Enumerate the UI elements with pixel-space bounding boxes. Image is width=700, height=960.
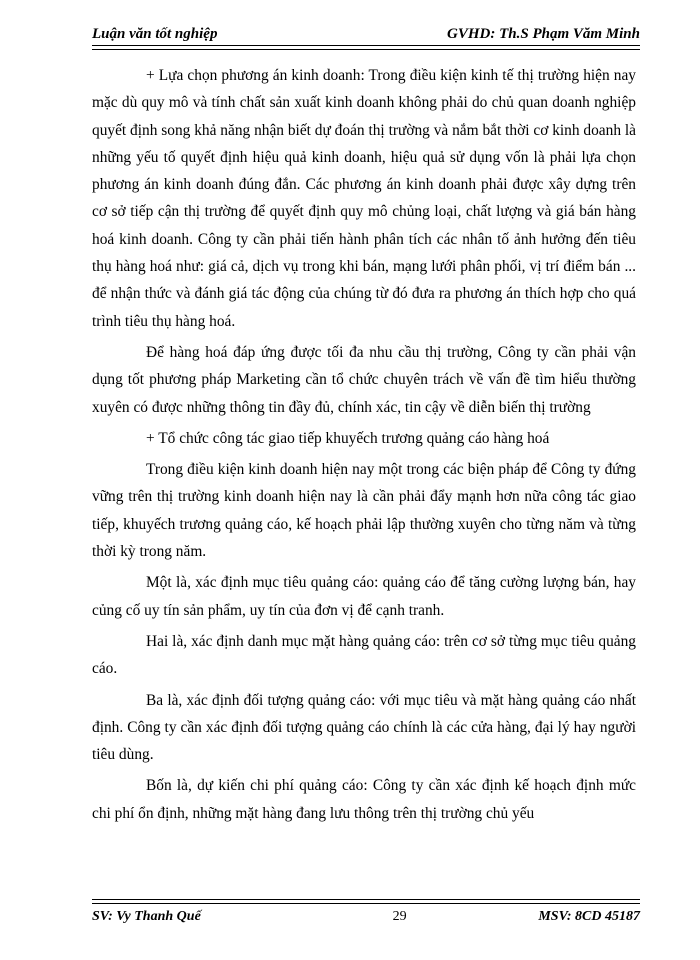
header-advisor: GVHD: Th.S Phạm Văm Minh: [447, 26, 640, 42]
footer-rule: [92, 899, 640, 904]
document-body: [92, 62, 636, 831]
paragraph: + Tổ chức công tác giao tiếp khuyếch trương quảng cáo hàng hoá: [146, 429, 550, 447]
page-header: [92, 26, 640, 43]
paragraph: Hai là, xác định danh mục mặt hàng quảng cáo: trên cơ sở từng mục tiêu quảng cáo.: [92, 632, 636, 678]
footer-student: SV: Vy Thanh Quế: [92, 909, 201, 924]
paragraph: Để hàng hoá đáp ứng được tối đa nhu cầu thị trường, Công ty cần phải vận dụng tốt phương pháp Marketing cần tổ chức chuyên trách về vấn đề tìm hiểu thường xuyên có được những thông tin đầy đủ, chính xác, tin cậy về diễn biến thị trường: [92, 343, 636, 416]
paragraph: Một là, xác định mục tiêu quảng cáo: quảng cáo để tăng cường lượng bán, hay củng cố uy tín sản phẩm, uy tín của đơn vị để cạnh tranh.: [92, 574, 636, 619]
paragraph: Bốn là, dự kiến chi phí quảng cáo: Công ty cần xác định kế hoạch định mức chi phí ổn định, những mặt hàng đang lưu thông trên thị trường chủ yếu: [92, 777, 636, 822]
paragraph: + Lựa chọn phương án kinh doanh: Trong điều kiện kinh tế thị trường hiện nay mặc dù quy mô và tính chất sản xuất kinh doanh không phải do chủ quan doanh nghiệp quyết định song khả năng nhận biết dự đoán thị trường và nắm bắt thời cơ kinh doanh là những yếu tố quyết định hiệu quả kinh doanh, hiệu quả sử dụng vốn là phải lựa chọn phương án kinh doanh đúng đắn. Các phương án kinh doanh phải được xây dựng trên cơ sở tiếp cận thị trường để quyết định quy mô chủng loại, chất lượng và giá bán hàng hoá kinh doanh. Công ty cần phải tiến hành phân tích các nhân tố ảnh hưởng đến tiêu thụ hàng hoá như: giá cả, dịch vụ trong khi bán, mạng lưới phân phối, vị trí điểm bán ... để nhận thức và đánh giá tác động của chúng từ đó đưa ra phương án thích hợp cho quá trình tiêu thụ hàng hoá.: [92, 67, 636, 330]
header-title: Luận văn tốt nghiệp: [92, 26, 218, 42]
footer-student-id: MSV: 8CD 45187: [538, 909, 640, 924]
paragraph: Trong điều kiện kinh doanh hiện nay một trong các biện pháp để Công ty đứng vững trên thị trường kinh doanh hiện nay là cần phải đẩy mạnh hơn nữa công tác giao tiếp, khuyếch trương quảng cáo, kế hoạch phải lập thường xuyên cho từng năm và từng thời kỳ trong năm.: [92, 461, 636, 561]
page-number: 29: [392, 909, 407, 924]
header-rule: [92, 45, 640, 50]
paragraph: Ba là, xác định đối tượng quảng cáo: với mục tiêu và mặt hàng quảng cáo nhất định. Công ty cần xác định đối tượng quảng cáo chính là các cửa hàng, đại lý hay người tiêu dùng.: [92, 691, 636, 764]
page-footer: [92, 909, 640, 925]
